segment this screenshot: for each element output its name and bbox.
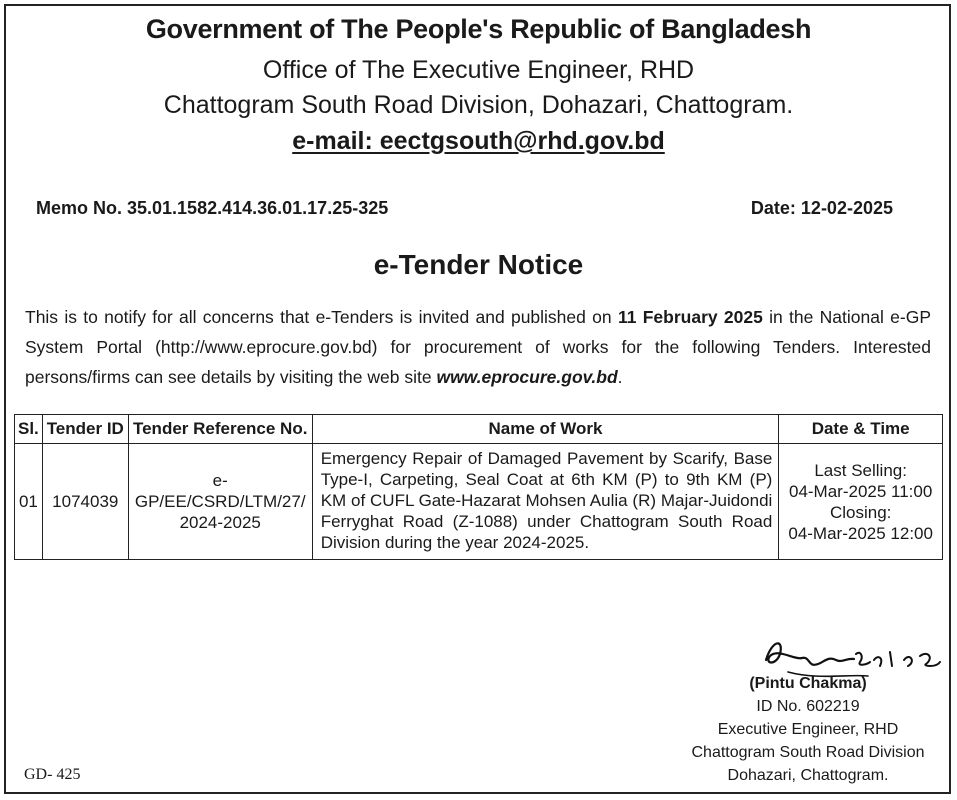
- cell-tender-ref: [128, 444, 312, 560]
- header-tender-id: Tender ID: [42, 415, 128, 444]
- notice-title: e-Tender Notice: [373, 249, 584, 280]
- email-heading: e-mail: eectgsouth@rhd.gov.bd: [292, 127, 665, 155]
- signatory-name: (Pintu Chakma): [749, 675, 867, 692]
- last-selling-label: Last Selling:: [814, 460, 907, 480]
- cell-sl: 01: [15, 444, 43, 560]
- table-header-row: [15, 415, 943, 444]
- published-date: 11 February 2025: [617, 307, 763, 327]
- notice-text-3: .: [617, 367, 623, 387]
- government-heading: Government of The People's Republic of Bangladesh: [145, 14, 812, 44]
- header-sl: Sl.: [15, 415, 43, 444]
- memo-date: Date: 12-02-2025: [750, 198, 893, 218]
- header-name-of-work: Name of Work: [312, 415, 779, 444]
- ref-line-3: 2024-2025: [179, 513, 261, 532]
- website-link: www.eprocure.gov.bd: [436, 367, 618, 387]
- table-row: [15, 444, 943, 560]
- signatory-division: Chattogram South Road Division: [691, 744, 925, 761]
- footer-code: GD- 425: [24, 766, 81, 783]
- signatory-designation: Executive Engineer, RHD: [717, 721, 899, 738]
- signature-block: [668, 672, 948, 787]
- cell-tender-id: 1074039: [42, 444, 128, 560]
- memo-number: Memo No. 35.01.1582.414.36.01.17.25-325: [36, 198, 389, 218]
- header-date-time: Date & Time: [779, 415, 943, 444]
- office-heading: Office of The Executive Engineer, RHD: [262, 56, 695, 84]
- division-heading: Chattogram South Road Division, Dohazari, Chattogram.: [163, 91, 794, 119]
- notice-paragraph: [25, 302, 931, 392]
- closing-label: Closing:: [829, 502, 892, 522]
- cell-date-time: [779, 444, 943, 560]
- closing-value: 04-Mar-2025 12:00: [788, 523, 933, 543]
- notice-text-2: in the National e-GP System Portal (http://www.eprocure.gov.bd) for procurement of works for the following Tenders. Interested persons/firms can see details by visiting the web site: [25, 307, 932, 387]
- ref-line-2: GP/EE/CSRD/LTM/27/: [134, 492, 306, 511]
- ref-line-1: e-: [212, 471, 228, 490]
- cell-name-of-work: Emergency Repair of Damaged Pavement by Scarify, Base Type-I, Carpeting, Seal Coat at 6th KM (P) to 9th KM (P) KM of CUFL Gate-Hazarat Mohsen Aulia (R) Majar-Juidondi Ferryghat Road (Z-1088) under Chattogram South Road Division during the year 2024-2025.: [312, 444, 779, 560]
- notice-text-1: This is to notify for all concerns that e-Tenders is invited and published on: [25, 307, 618, 327]
- signatory-id: ID No. 602219: [756, 698, 860, 715]
- tender-table: [14, 414, 943, 560]
- header-tender-ref: Tender Reference No.: [128, 415, 312, 444]
- signatory-location: Dohazari, Chattogram.: [727, 767, 889, 784]
- last-selling-value: 04-Mar-2025 11:00: [788, 481, 933, 501]
